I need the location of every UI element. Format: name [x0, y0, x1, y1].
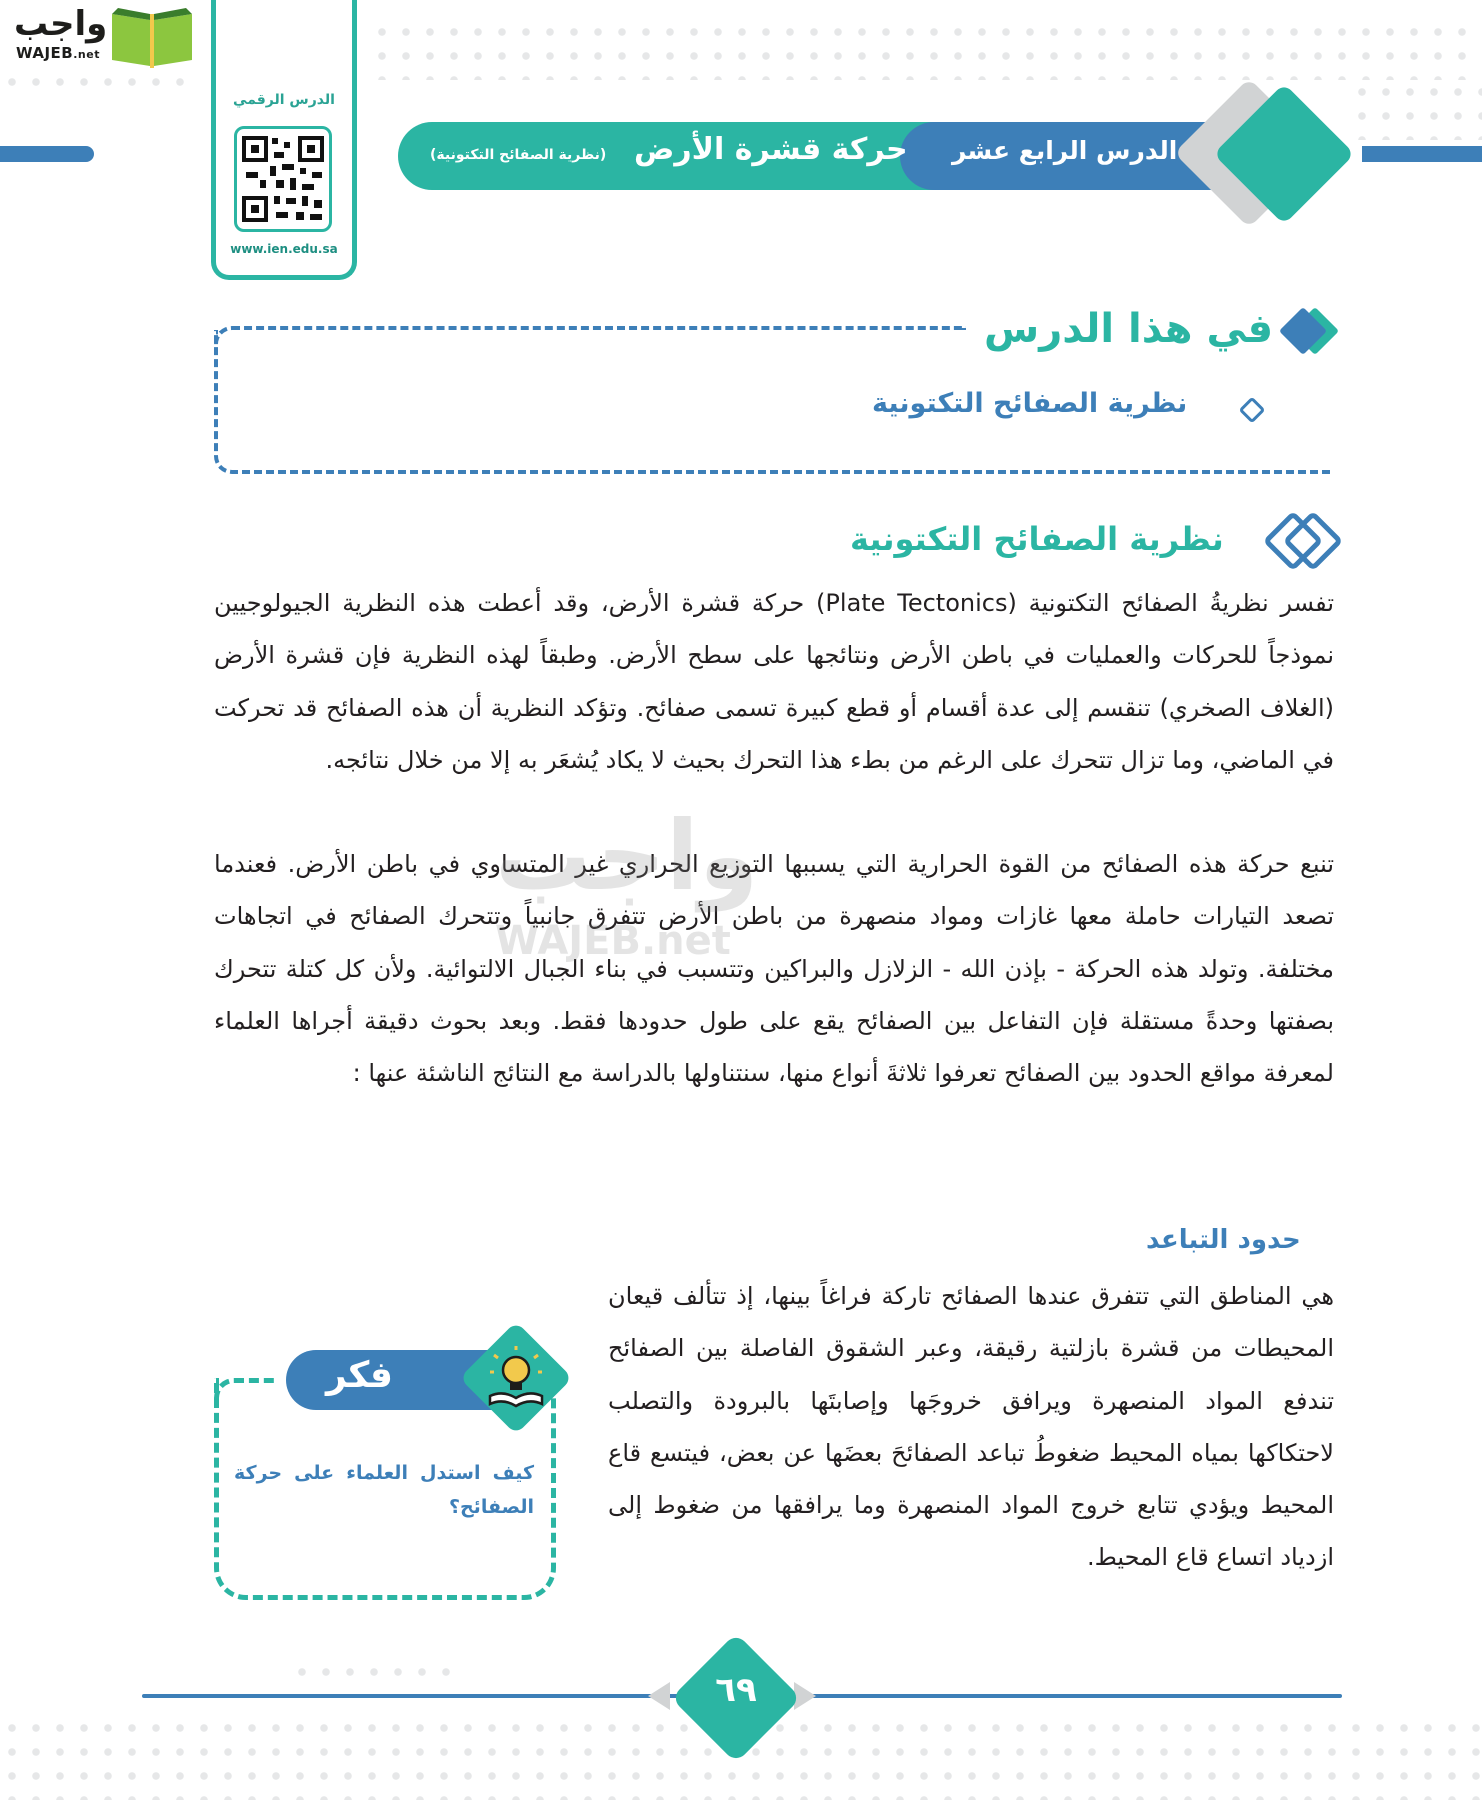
dot-pattern-top-right	[1350, 80, 1482, 140]
qr-url[interactable]: www.ien.edu.sa	[230, 242, 338, 256]
qr-code-icon	[240, 132, 326, 226]
section-double-diamond-icon	[1262, 508, 1348, 574]
divergent-boundaries-text: هي المناطق التي تتفرق عندها الصفائح تاركة فراغاً بينها، إذ تتألف قيعان المحيطات من قشرة بازلتية رقيقة، وعبر الشقوق الفاصلة بين الصفائح تندفع المواد المنصهرة ويرافق خروجَها وإصابتَها بالبرودة والتصلب لاحتكاكها بمياه المحيط ضغوطُ تباعد الصفائحَ بعضَها عن بعض، فيتسع قاع المحيط ويؤدي تتابع خروج المواد المنصهرة وما يرافقها من ضغوط إلى ازدياد اتساع قاع المحيط.	[608, 1282, 1334, 1572]
divergent-boundaries-heading: حدود التباعد	[1146, 1225, 1301, 1255]
section-title: نظرية الصفائح التكتونية	[850, 520, 1224, 558]
lesson-title: حركة قشرة الأرض	[634, 132, 908, 167]
think-label: فكر	[326, 1355, 393, 1396]
left-rule	[0, 146, 94, 162]
lesson-heading-diamond-icon	[1276, 304, 1344, 360]
paragraph-1: تفسر نظريةُ الصفائح التكتونية (Plate Tectonics) حركة قشرة الأرض، وقد أعطت هذه النظرية الجيولوجيين نموذجاً للحركات والعمليات في باطن الأرض ونتائجها على سطح الأرض. وطبقاً لهذه النظرية فإن قشرة الأرض (الغلاف الصخري) تنقسم إلى عدة أقسام أو قطع كبيرة تسمى صفائح. وتؤكد النظرية أن هذه الصفائح قد تحركت في الماضي، وما تزال تتحرك على الرغم من بطء هذا التحرك بحيث لا يكاد يُشعَر به إلا من خلال نتائجه.	[214, 589, 1334, 774]
footer-arrow-right	[794, 1682, 816, 1710]
paragraph-2: تنبع حركة هذه الصفائح من القوة الحرارية التي يسببها التوزيع الحراري غير المتساوي في باطن الأرض. فعندما تصعد التيارات حاملة معها غازات ومواد منصهرة من باطن الأرض تتفرق جانبياً وتتحرك الصفائح في اتجاهات مختلفة. وتولد هذه الحركة - بإذن الله - الزلازل والبراكين وتتسبب في بناء الجبال الالتوائية. ولأن كل كتلة تتحرك بصفتها وحدةً مستقلة فإن التفاعل بين الصفائح يقع على طول حدودها فقط. وبعد بحوث دقيقة أجراها العلماء لمعرفة مواقع الحدود بين الصفائح تعرفوا ثلاثةَ أنواع منها، سنتناولها بالدراسة مع النتائج الناشئة عنها :	[214, 850, 1334, 1088]
lesson-number: الدرس الرابع عشر	[952, 136, 1178, 165]
page-number: ٦٩	[715, 1670, 757, 1710]
logo-site: WAJEB.net	[16, 44, 100, 62]
dot-pattern-top	[370, 20, 1482, 80]
right-rule	[1362, 146, 1482, 162]
footer-arrow-left	[648, 1682, 670, 1710]
list-bullet-diamond-icon	[1236, 394, 1268, 426]
logo-name: واجب	[14, 4, 108, 44]
digital-lesson-label: الدرس الرقمي	[233, 92, 335, 108]
lesson-topic-item[interactable]: نظرية الصفائح التكتونية	[872, 388, 1188, 419]
lightbulb-book-icon	[464, 1346, 568, 1412]
lesson-subtitle: (نظرية الصفائح التكتونية)	[430, 147, 607, 163]
wajeb-watermark: واجب WAJEB.net	[495, 800, 759, 964]
think-question: كيف استدل العلماء على حركة الصفائح؟	[234, 1462, 534, 1518]
book-icon	[108, 6, 196, 68]
digital-lesson-card[interactable]	[211, 0, 357, 280]
wajeb-logo[interactable]	[8, 4, 194, 68]
qr-code[interactable]	[234, 126, 332, 232]
think-box-corner	[214, 1378, 274, 1408]
dot-pattern-footer-left	[290, 1660, 450, 1684]
dot-pattern-top-left	[0, 70, 200, 94]
in-this-lesson-heading: في هذا الدرس	[984, 306, 1274, 352]
